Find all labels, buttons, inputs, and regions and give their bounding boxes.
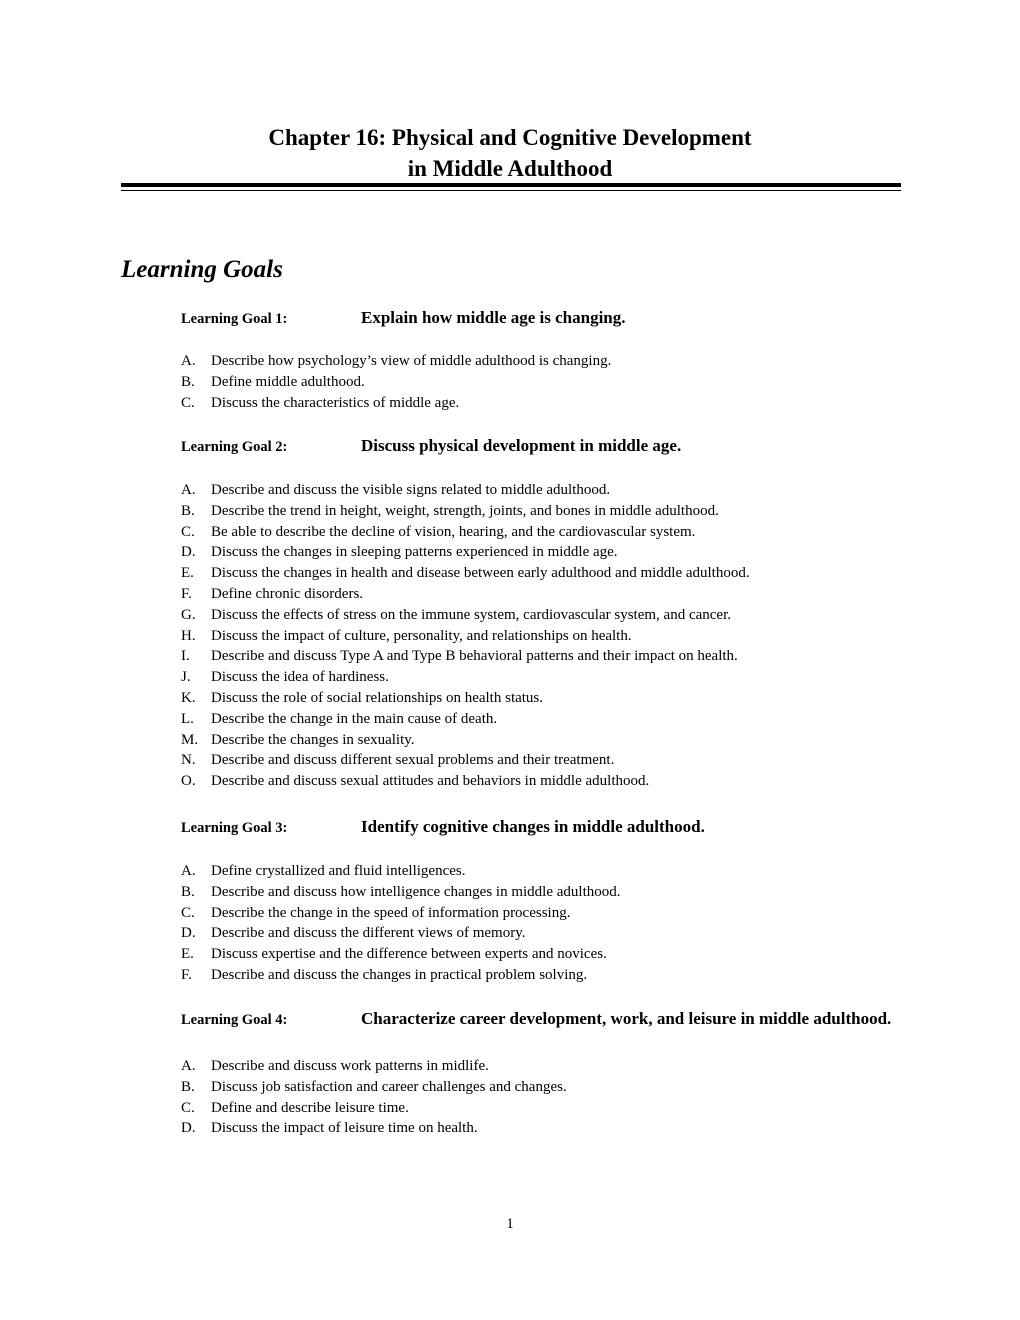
- list-item: [181, 903, 901, 924]
- goal-label: Learning Goal 3:: [181, 820, 288, 836]
- list-item: [181, 542, 901, 563]
- list-item: [181, 1118, 901, 1139]
- title-divider: [121, 183, 901, 189]
- item-text: Discuss the changes in health and disease between early adulthood and middle adulthood.: [211, 565, 750, 582]
- item-text: Describe and discuss how intelligence changes in middle adulthood.: [211, 883, 621, 900]
- item-text: Discuss the idea of hardiness.: [211, 669, 389, 686]
- item-letter: D.: [181, 544, 196, 561]
- item-letter: A.: [181, 353, 196, 369]
- item-letter: B.: [181, 883, 195, 900]
- item-letter: B.: [181, 373, 195, 390]
- item-letter: A.: [181, 482, 196, 498]
- chapter-title: [120, 122, 900, 184]
- item-text: Define crystallized and fluid intelligences.: [211, 863, 466, 879]
- list-item: [181, 1098, 901, 1119]
- item-letter: G.: [181, 606, 196, 623]
- item-text: Discuss expertise and the difference between experts and novices.: [211, 946, 607, 963]
- list-item: [181, 750, 901, 771]
- list-item: [181, 1077, 901, 1098]
- item-letter: C.: [181, 1099, 195, 1116]
- item-letter: C.: [181, 523, 195, 540]
- goal-label: Learning Goal 2:: [181, 439, 288, 455]
- list-item: [181, 480, 901, 501]
- list-item: [181, 626, 901, 647]
- list-item: [181, 605, 901, 626]
- goal-item-list: [181, 861, 901, 986]
- item-text: Describe how psychology’s view of middle adulthood is changing.: [211, 353, 612, 369]
- item-text: Discuss the role of social relationships on health status.: [211, 689, 544, 706]
- goal-item-list: [181, 480, 901, 792]
- item-letter: K.: [181, 689, 196, 706]
- item-text: Describe the trend in height, weight, strength, joints, and bones in middle adulthood.: [211, 502, 719, 519]
- list-item: [181, 882, 901, 903]
- item-letter: C.: [181, 394, 195, 411]
- item-text: Describe and discuss work patterns in midlife.: [211, 1058, 489, 1074]
- item-letter: F.: [181, 966, 192, 983]
- list-item: [181, 923, 901, 944]
- list-item: [181, 965, 901, 986]
- item-text: Describe and discuss the visible signs related to middle adulthood.: [211, 482, 611, 498]
- item-text: Discuss job satisfaction and career challenges and changes.: [211, 1078, 567, 1095]
- list-item: [181, 730, 901, 751]
- item-letter: A.: [181, 1058, 196, 1074]
- section-heading: Learning Goals: [121, 256, 283, 283]
- item-text: Describe the change in the main cause of death.: [211, 710, 498, 727]
- list-item: [181, 861, 901, 882]
- item-letter: H.: [181, 627, 196, 644]
- item-text: Describe and discuss the changes in practical problem solving.: [211, 966, 588, 983]
- item-text: Discuss the impact of culture, personality, and relationships on health.: [211, 627, 632, 644]
- item-letter: E.: [181, 946, 194, 963]
- item-letter: A.: [181, 863, 196, 879]
- item-letter: I.: [181, 648, 190, 665]
- item-text: Describe the changes in sexuality.: [211, 731, 415, 748]
- learning-goal-2: [181, 435, 901, 792]
- item-letter: B.: [181, 1078, 195, 1095]
- goal-title: Characterize career development, work, and leisure in middle adulthood.: [361, 1009, 892, 1028]
- item-text: Describe and discuss different sexual problems and their treatment.: [211, 752, 615, 769]
- list-item: [181, 667, 901, 688]
- chapter-title-line-1: Chapter 16: Physical and Cognitive Development: [268, 125, 752, 150]
- item-text: Discuss the effects of stress on the immune system, cardiovascular system, and cancer.: [211, 606, 731, 623]
- goal-title: Identify cognitive changes in middle adulthood.: [361, 817, 705, 836]
- item-text: Describe and discuss the different views of memory.: [211, 925, 526, 942]
- item-text: Define and describe leisure time.: [211, 1099, 409, 1116]
- learning-goal-1: [181, 307, 901, 413]
- item-text: Discuss the impact of leisure time on health.: [211, 1120, 478, 1137]
- list-item: [181, 688, 901, 709]
- item-letter: M.: [181, 731, 199, 748]
- list-item: [181, 563, 901, 584]
- item-text: Describe and discuss Type A and Type B behavioral patterns and their impact on health.: [211, 648, 738, 665]
- learning-goal-3: [181, 816, 901, 986]
- goal-title: Explain how middle age is changing.: [361, 308, 626, 327]
- list-item: [181, 393, 901, 414]
- item-text: Discuss the characteristics of middle age.: [211, 394, 460, 411]
- item-text: Define middle adulthood.: [211, 373, 365, 390]
- page-number: 1: [506, 1216, 514, 1232]
- item-letter: F.: [181, 585, 192, 602]
- item-letter: J.: [181, 669, 191, 686]
- item-letter: D.: [181, 925, 196, 942]
- item-letter: D.: [181, 1120, 196, 1137]
- list-item: [181, 1056, 901, 1077]
- list-item: [181, 522, 901, 543]
- item-text: Be able to describe the decline of vision, hearing, and the cardiovascular system.: [211, 523, 696, 540]
- item-text: Discuss the changes in sleeping patterns experienced in middle age.: [211, 544, 618, 561]
- list-item: [181, 709, 901, 730]
- goal-label: Learning Goal 1:: [181, 311, 288, 327]
- list-item: [181, 501, 901, 522]
- item-text: Describe the change in the speed of information processing.: [211, 904, 571, 921]
- goal-item-list: [181, 351, 901, 413]
- learning-goal-4: [181, 1008, 901, 1139]
- goal-item-list: [181, 1056, 901, 1139]
- item-letter: O.: [181, 773, 196, 790]
- item-letter: C.: [181, 904, 195, 921]
- list-item: [181, 646, 901, 667]
- list-item: [181, 944, 901, 965]
- item-text: Describe and discuss sexual attitudes and behaviors in middle adulthood.: [211, 773, 650, 790]
- item-letter: L.: [181, 710, 194, 727]
- item-letter: E.: [181, 565, 194, 582]
- item-letter: B.: [181, 502, 195, 519]
- chapter-title-line-2: in Middle Adulthood: [407, 156, 613, 181]
- list-item: [181, 372, 901, 393]
- list-item: [181, 584, 901, 605]
- list-item: [181, 351, 901, 372]
- goal-title: Discuss physical development in middle age.: [361, 436, 682, 455]
- item-letter: N.: [181, 752, 196, 769]
- list-item: [181, 771, 901, 792]
- item-text: Define chronic disorders.: [211, 585, 364, 602]
- goal-label: Learning Goal 4:: [181, 1012, 288, 1028]
